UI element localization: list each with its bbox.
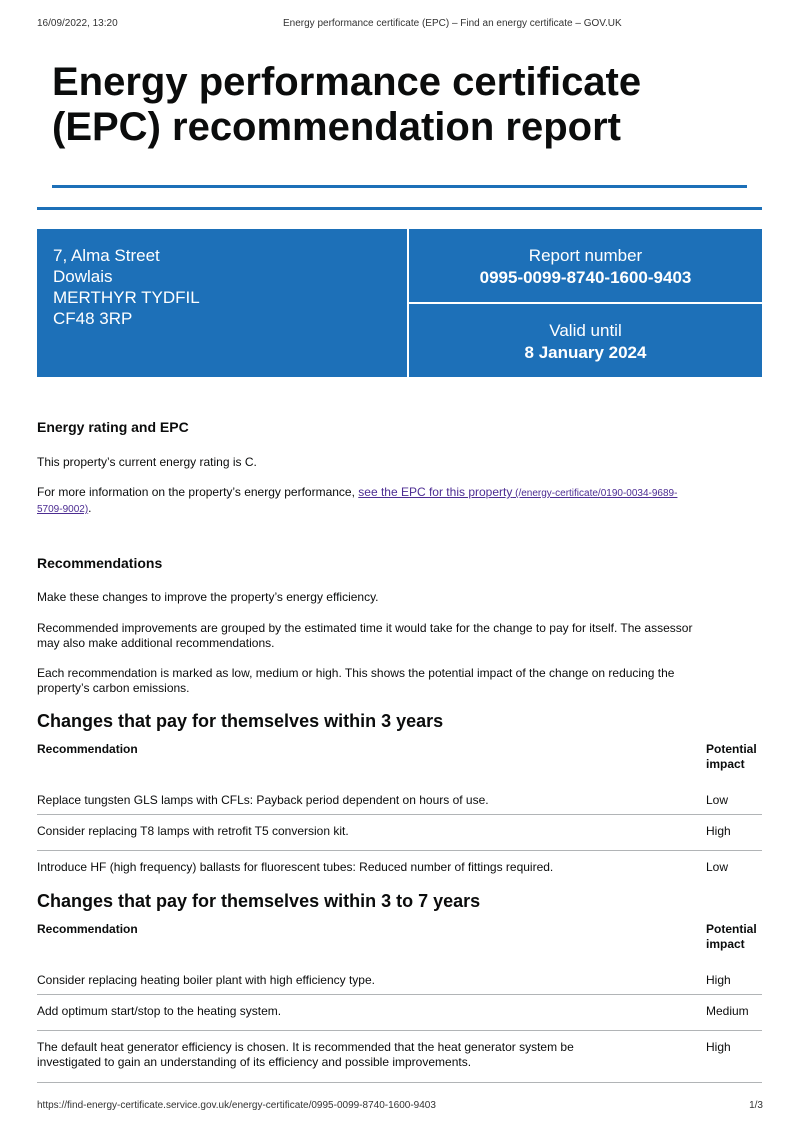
current-rating-text: This property’s current energy rating is C. [37,455,257,469]
title-divider [52,185,747,188]
group1-heading: Changes that pay for themselves within 3 years [37,711,444,731]
report-number-value: 0995-0099-8740-1600-9403 [479,268,692,287]
print-timestamp: 16/09/2022, 13:20 [37,18,118,29]
impact-header-line-1: Potential [706,742,757,756]
recommendations-grouping-text [37,621,762,651]
impact-value: Medium [706,1004,749,1018]
page-title-line-2: (EPC) recommendation report [52,105,621,149]
recommendation-text [37,1040,657,1070]
table-row [37,815,762,851]
page-number: 1/3 [749,1100,763,1111]
recommendations-heading: Recommendations [37,555,163,571]
recommendations-impact-text [37,666,762,696]
table-row [37,973,762,995]
epc-link-url-cont[interactable]: 5709-9002) [37,504,89,515]
more-info-prefix: For more information on the property’s energy performance, [37,485,359,499]
table-row [37,1031,762,1083]
table-row [37,851,762,887]
recommendation-text: Add optimum start/stop to the heating system. [37,1004,282,1018]
impact-value: High [706,973,731,987]
impact-header-line-2: impact [706,757,745,771]
impact-column-header [706,742,757,772]
recommendation-column-header: Recommendation [37,742,138,756]
print-page-title: Energy performance certificate (EPC) – Find an energy certificate – GOV.UK [283,18,622,29]
group2-heading: Changes that pay for themselves within 3 to 7 years [37,891,481,911]
valid-until-value: 8 January 2024 [524,343,647,362]
epc-link-url[interactable]: (/energy-certificate/0190-0034-9689- [512,488,678,499]
valid-until-cell [409,320,762,364]
grouping-line-2: may also make additional recommendations. [37,636,275,650]
recommendation-column-header: Recommendation [37,922,138,936]
valid-until-label: Valid until [549,321,622,340]
recommendation-text: Consider replacing T8 lamps with retrofit T5 conversion kit. [37,824,349,838]
table-row [37,793,762,815]
impact-header-line-2: impact [706,937,745,951]
table-header [37,742,762,796]
recommendations-intro: Make these changes to improve the property’s energy efficiency. [37,590,379,604]
report-number-label: Report number [528,246,643,265]
group2-table [37,922,762,1083]
recommendation-text: Consider replacing heating boiler plant with high efficiency type. [37,973,375,987]
impact-line-2: property’s carbon emissions. [37,681,190,695]
grouping-line-1: Recommended improvements are grouped by the estimated time it would take for the change to pay for itself. The assessor [37,621,693,635]
epc-link-text[interactable]: see the EPC for this property [358,485,513,499]
panel-horizontal-divider [409,302,762,304]
group1-table [37,742,762,887]
address-line: 7, Alma Street [53,246,160,265]
recommendation-text: Replace tungsten GLS lamps with CFLs: Payback period dependent on hours of use. [37,793,489,807]
impact-value: Low [706,860,729,874]
more-info-paragraph [37,485,762,517]
report-summary-panel [37,229,762,377]
address-line: MERTHYR TYDFIL [53,288,200,307]
section-divider [37,207,762,210]
energy-rating-heading: Energy rating and EPC [37,419,189,435]
recommendation-text: Introduce HF (high frequency) ballasts for fluorescent tubes: Reduced number of fittings required. [37,860,554,874]
table-row [37,995,762,1031]
impact-value: High [706,1040,731,1054]
table-header [37,922,762,976]
more-info-suffix: . [88,501,92,515]
recommendation-text-line-2: investigated to gain an understanding of its efficiency and possible improvements. [37,1055,472,1069]
page-title-line-1: Energy performance certificate [52,60,642,104]
impact-value: Low [706,793,729,807]
address-line: Dowlais [53,267,113,286]
impact-value: High [706,824,731,838]
report-number-cell [409,245,762,289]
property-address [53,245,200,329]
impact-line-1: Each recommendation is marked as low, medium or high. This shows the potential impact of the change on reducing the [37,666,675,680]
address-line: CF48 3RP [53,309,133,328]
impact-header-line-1: Potential [706,922,757,936]
print-url: https://find-energy-certificate.service.gov.uk/energy-certificate/0995-0099-8740-1600-9403 [37,1100,436,1111]
recommendation-text-line-1: The default heat generator efficiency is chosen. It is recommended that the heat generator system be [37,1040,574,1054]
page-title [52,60,752,150]
impact-column-header [706,922,757,952]
